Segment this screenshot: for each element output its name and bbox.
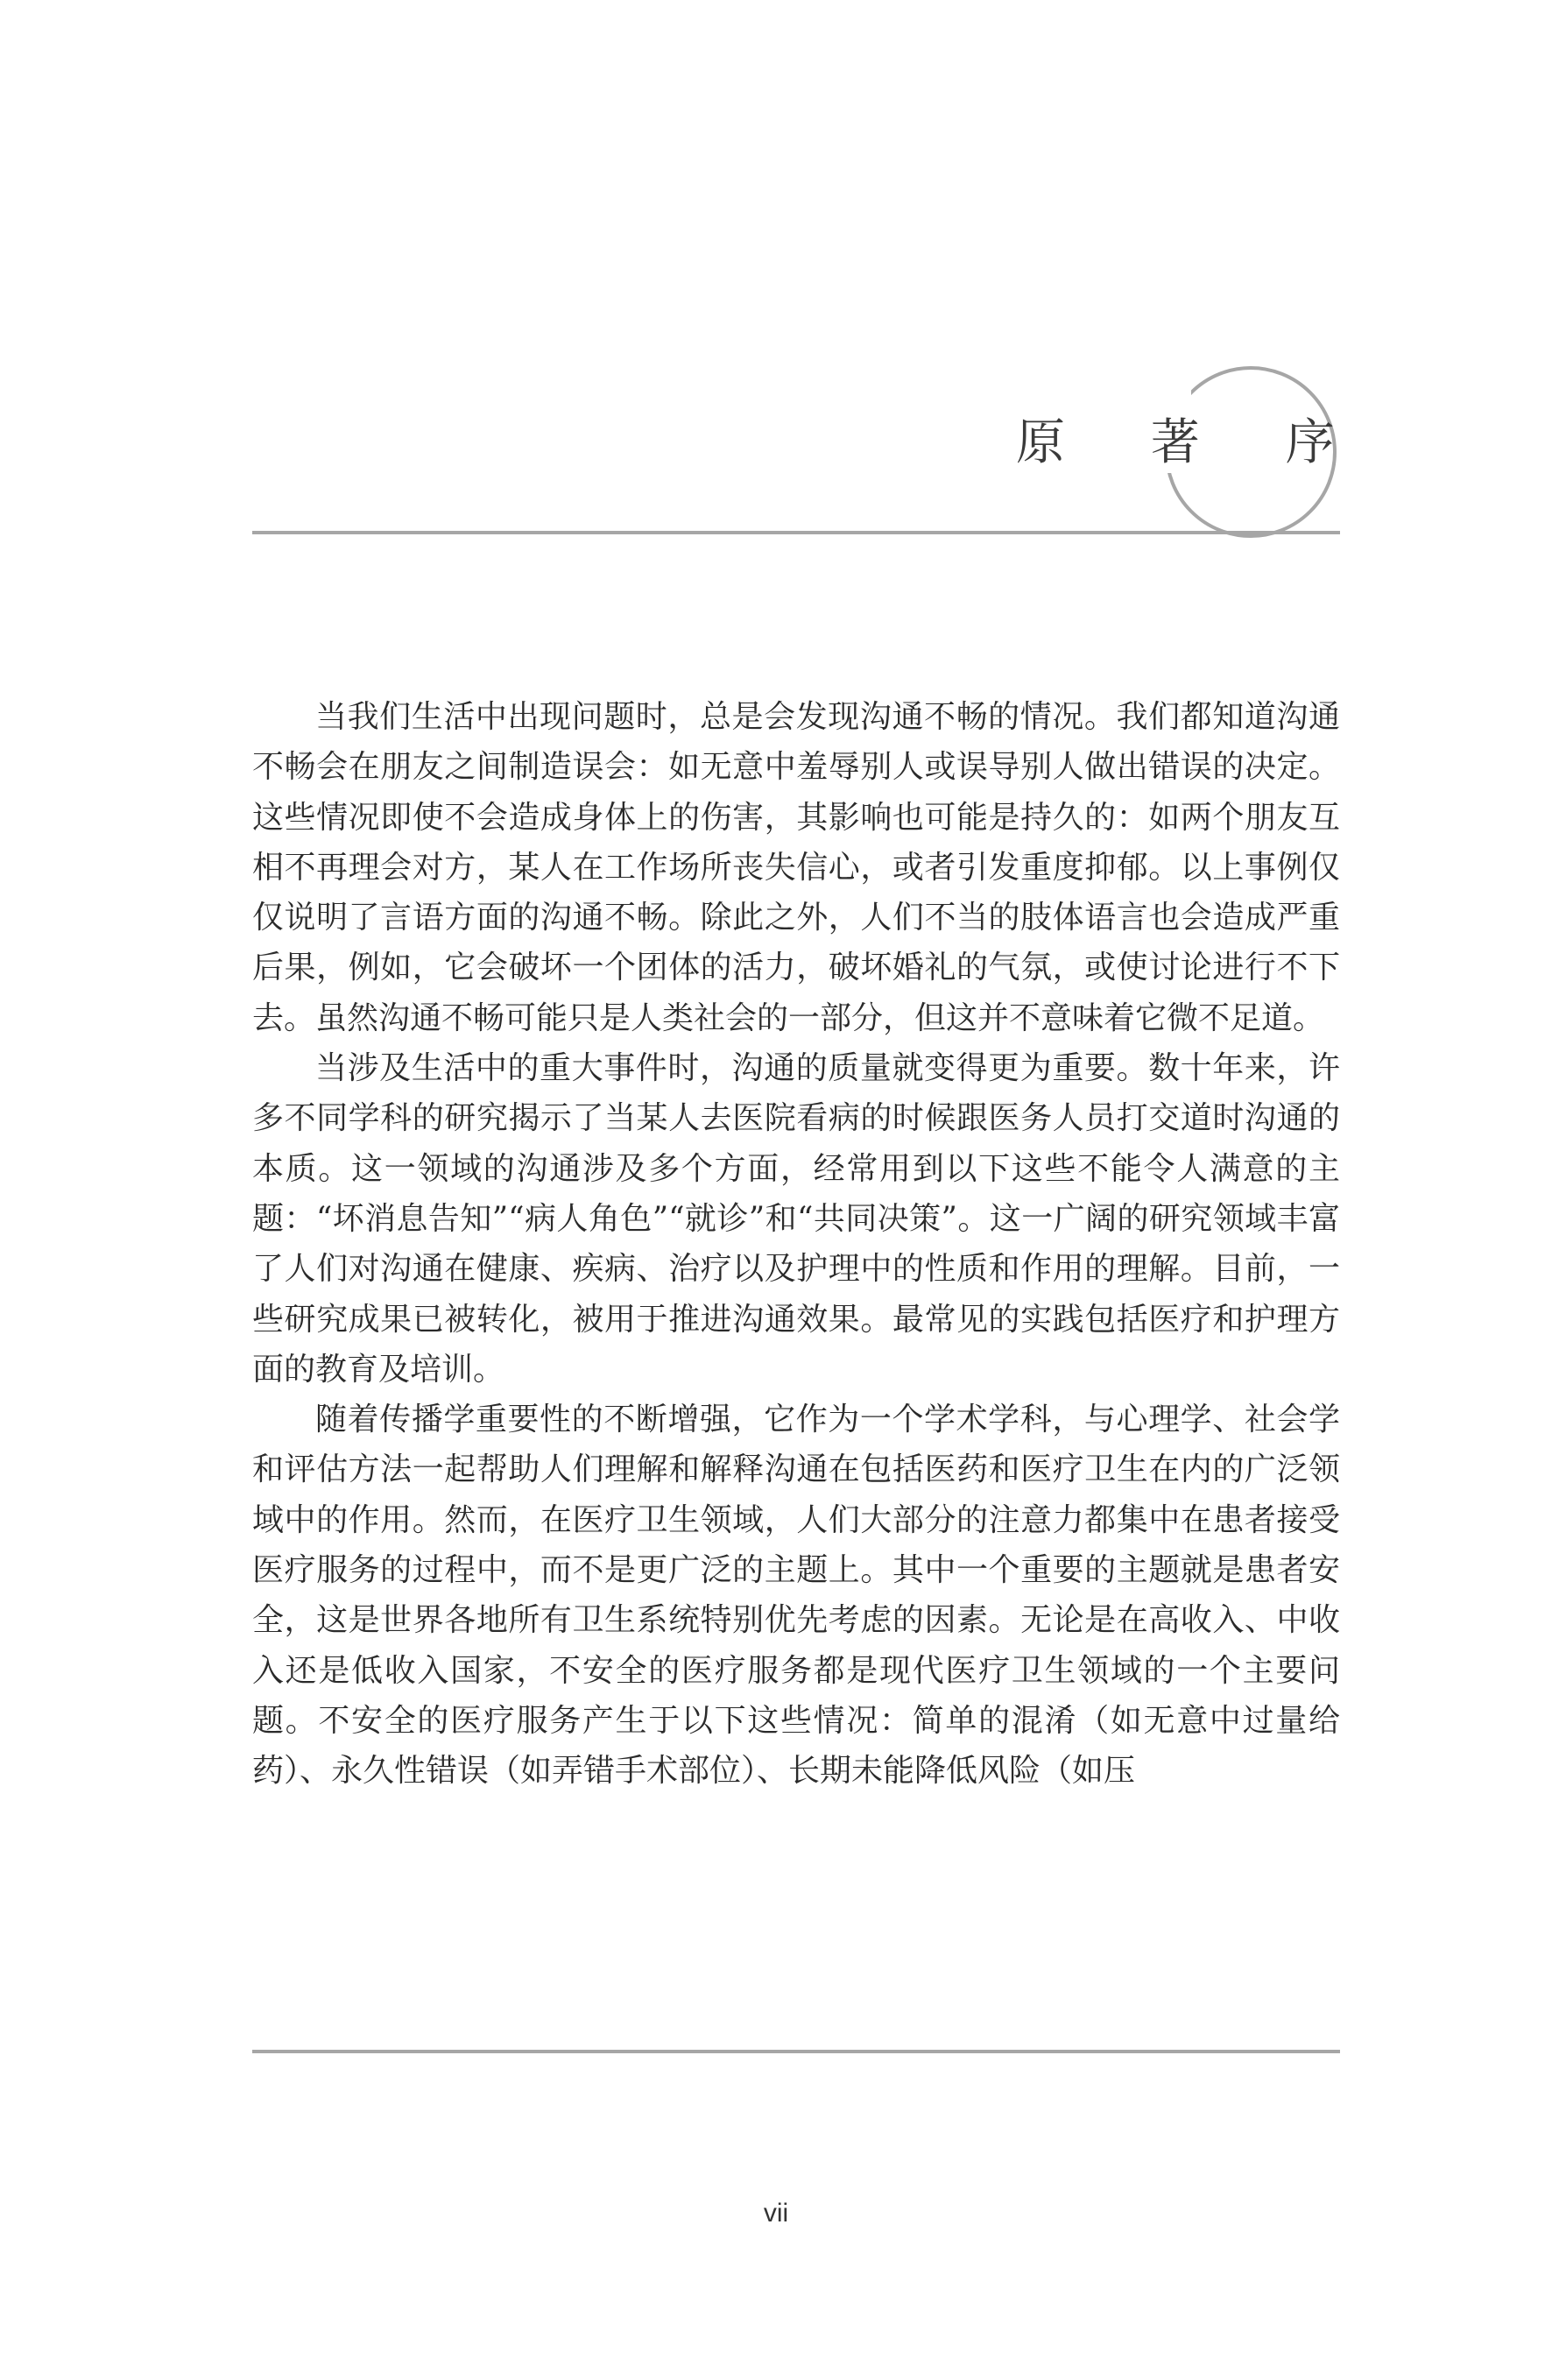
paragraph-2: 当涉及生活中的重大事件时，沟通的质量就变得更为重要。数十年来，许多不同学科的研究揭示了当某人去医院看病的时候跟医务人员打交道时沟通的本质。这一领域的沟通涉及多个方面，经常用到以下这些不能令人满意的主题：“坏消息告知”“病人角色”“就诊”和“共同决策”。这一广阔的研究领域丰富了人们对沟通在健康、疾病、治疗以及护理中的性质和作用的理解。目前，一些研究成果已被转化，被用于推进沟通效果。最常见的实践包括医疗和护理方面的教育及培训。 — [252, 1050, 1340, 1388]
footer-rule — [252, 2050, 1340, 2053]
body-text — [252, 692, 1340, 1797]
chapter-title: 原 著 序 — [1016, 414, 1370, 471]
page-number: vii — [763, 2199, 789, 2228]
paragraph-1: 当我们生活中出现问题时，总是会发现沟通不畅的情况。我们都知道沟通不畅会在朋友之间制造误会：如无意中羞辱别人或误导别人做出错误的决定。这些情况即使不会造成身体上的伤害，其影响也可能是持久的：如两个朋友互相不再理会对方，某人在工作场所丧失信心，或者引发重度抑郁。以上事例仅仅说明了言语方面的沟通不畅。除此之外，人们不当的肢体语言也会造成严重后果，例如，它会破坏一个团体的活力，破坏婚礼的气氛，或使讨论进行不下去。虽然沟通不畅可能只是人类社会的一部分，但这并不意味着它微不足道。 — [252, 699, 1340, 1036]
header-rule — [252, 531, 1340, 534]
paragraph-3: 随着传播学重要性的不断增强，它作为一个学术学科，与心理学、社会学和评估方法一起帮助人们理解和解释沟通在包括医药和医疗卫生在内的广泛领域中的作用。然而，在医疗卫生领域，人们大部分的注意力都集中在患者接受医疗服务的过程中，而不是更广泛的主题上。其中一个重要的主题就是患者安全，这是世界各地所有卫生系统特别优先考虑的因素。无论是在高收入、中收入还是低收入国家，不安全的医疗服务都是现代医疗卫生领域的一个主要问题。不安全的医疗服务产生于以下这些情况：简单的混淆（如无意中过量给药）、永久性错误（如弄错手术部位）、长期未能降低风险（如压 — [252, 1402, 1340, 1790]
